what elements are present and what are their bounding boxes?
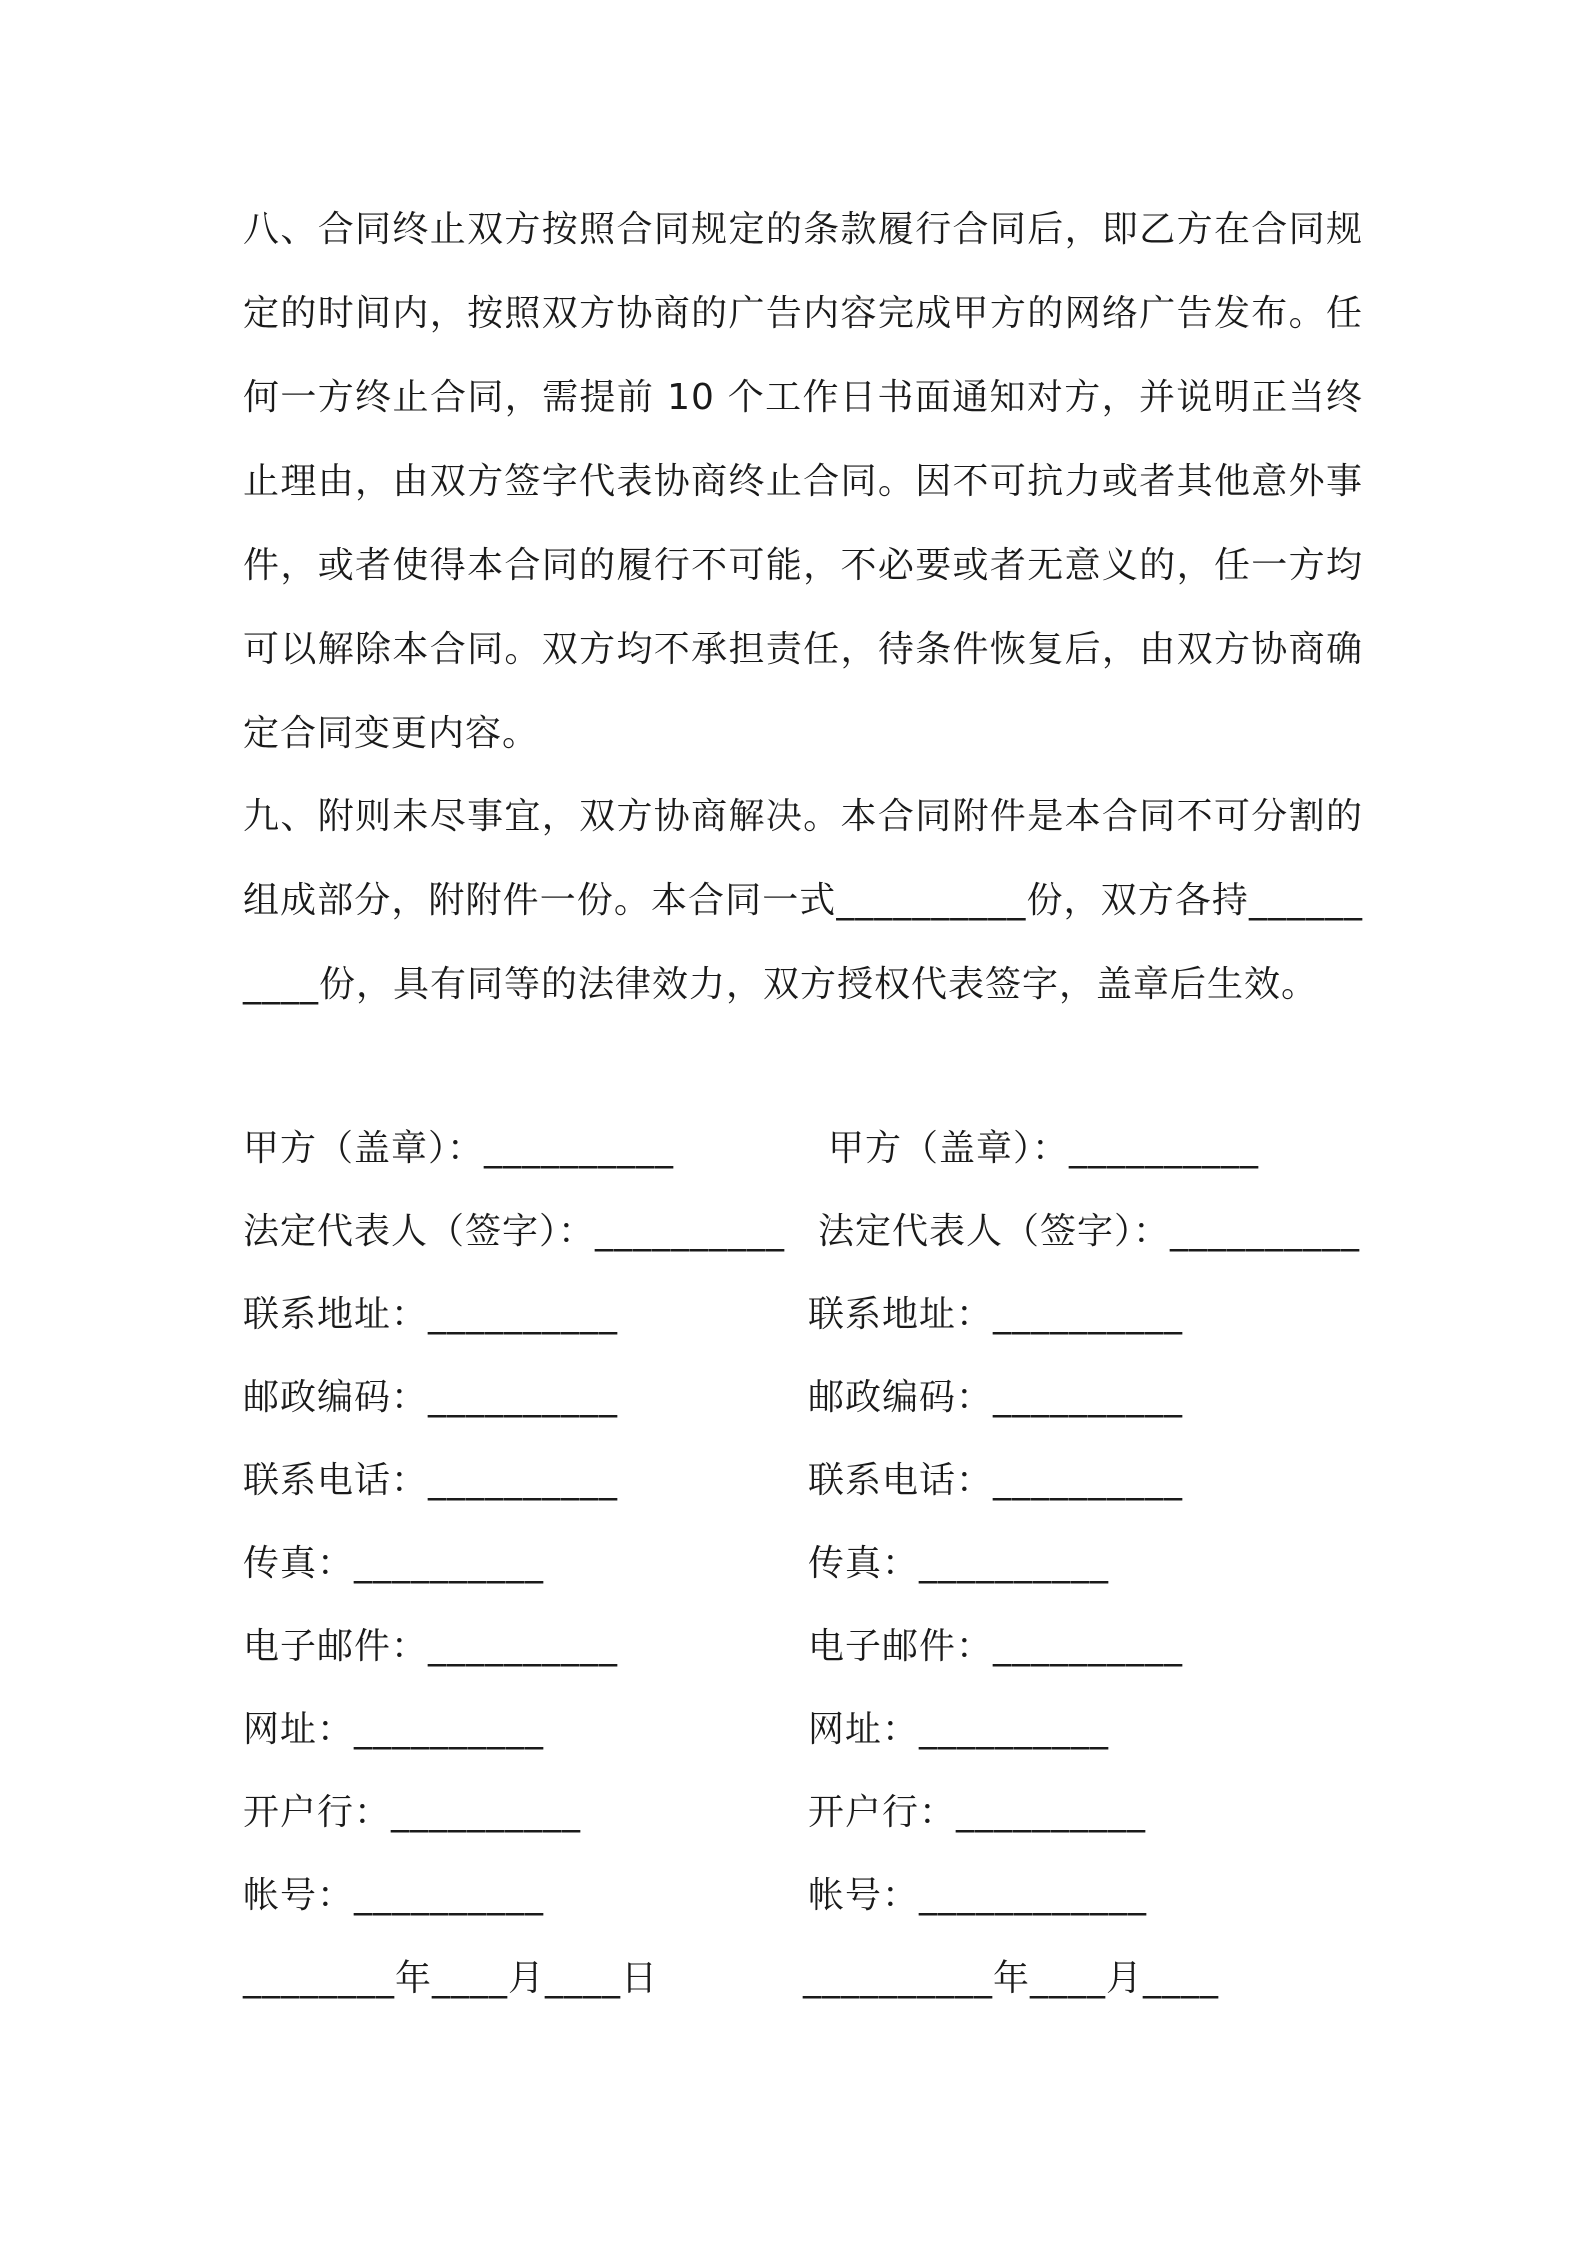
right-date-line: __________年____月____: [803, 1958, 1219, 1999]
right-legal-rep-line: 法定代表人（签字）：__________: [818, 1211, 1361, 1252]
left-fax-line: 传真：__________: [243, 1543, 545, 1584]
right-website-line: 网址：__________: [808, 1709, 1110, 1750]
right-phone-line: 联系电话：__________: [808, 1460, 1184, 1501]
right-postcode-line: 邮政编码：__________: [808, 1377, 1184, 1418]
left-email-line: 电子邮件：__________: [243, 1626, 619, 1667]
left-party-seal-line: 甲方（盖章）：__________: [243, 1128, 675, 1169]
right-email-line: 电子邮件：__________: [808, 1626, 1184, 1667]
left-bank-line: 开户行：__________: [243, 1792, 582, 1833]
left-website-line: 网址：__________: [243, 1709, 545, 1750]
left-address-line: 联系地址：__________: [243, 1294, 619, 1335]
right-party-seal-line: 甲方（盖章）：__________: [828, 1128, 1260, 1169]
right-fax-line: 传真：__________: [808, 1543, 1110, 1584]
left-account-line: 帐号：__________: [243, 1875, 545, 1916]
right-account-line: 帐号：____________: [808, 1875, 1148, 1916]
clause-9-paragraph: 九、附则未尽事宜，双方协商解决。本合同附件是本合同不可分割的组成部分，附附件一份。本合同一式__________份，双方各持__________份，具有同等的法律效力，双方授权代表签字，盖章后生效。: [243, 796, 1363, 1005]
right-bank-line: 开户行：__________: [808, 1792, 1147, 1833]
left-date-line: ________年____月____日: [243, 1958, 658, 1999]
right-address-line: 联系地址：__________: [808, 1294, 1184, 1335]
left-legal-rep-line: 法定代表人（签字）：__________: [243, 1211, 786, 1252]
left-phone-line: 联系电话：__________: [243, 1460, 619, 1501]
left-postcode-line: 邮政编码：__________: [243, 1377, 619, 1418]
clause-8-paragraph: 八、合同终止双方按照合同规定的条款履行合同后，即乙方在合同规定的时间内，按照双方协商的广告内容完成甲方的网络广告发布。任何一方终止合同，需提前 10 个工作日书面通知对方，并说明正当终止理由，由双方签字代表协商终止合同。因不可抗力或者其他意外事件，或者使得本合同的履行不可能，不必要或者无意义的，任一方均可以解除本合同。双方均不承担责任，待条件恢复后，由双方协商确定合同变更内容。: [243, 209, 1363, 754]
